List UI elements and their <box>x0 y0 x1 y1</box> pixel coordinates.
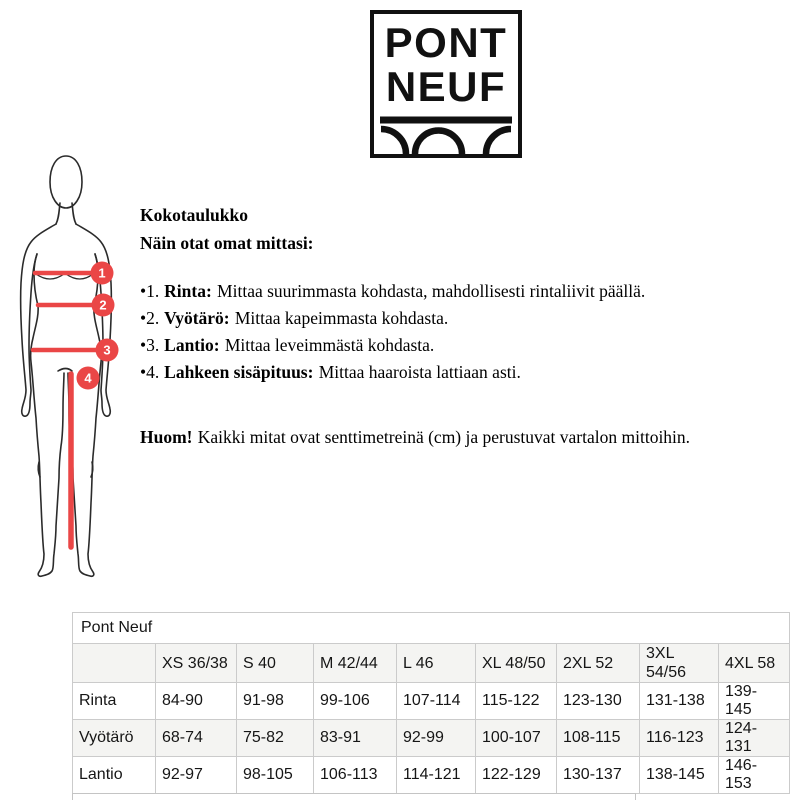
table-row <box>73 720 790 757</box>
note-line <box>140 424 785 451</box>
item-term: Rinta: <box>164 281 212 301</box>
logo-wordmark-line1: PONT <box>384 19 508 66</box>
cell-value: 146-153 <box>719 757 790 794</box>
figure-svg <box>8 148 128 588</box>
cell-value: 107-114 <box>397 683 476 720</box>
cell-value: 98-105 <box>237 757 314 794</box>
svg-text:1: 1 <box>98 265 106 281</box>
cell-value: 123-130 <box>557 683 640 720</box>
cell-value: 83-91 <box>314 720 397 757</box>
cell-value: 92-99 <box>397 720 476 757</box>
cell-value: 99-106 <box>314 683 397 720</box>
row-label: Vyötärö <box>73 720 156 757</box>
table-header-row <box>73 644 790 683</box>
body-measurement-figure <box>8 148 128 588</box>
note-desc: Kaikki mitat ovat senttimetreinä (cm) ja perustuvat vartalon mittoihin. <box>197 427 691 447</box>
note-term: Huom! <box>140 427 193 447</box>
cell-value: 91-98 <box>237 683 314 720</box>
section-title: Kokotaulukko <box>140 205 248 225</box>
column-header: L 46 <box>397 644 476 683</box>
column-header: 3XL 54/56 <box>640 644 719 683</box>
list-item <box>140 305 785 332</box>
list-item <box>140 278 785 305</box>
item-term: Vyötärö: <box>164 308 230 328</box>
row-label: Rinta <box>73 683 156 720</box>
item-desc: Mittaa haaroista lattiaan asti. <box>318 362 521 382</box>
list-item <box>140 359 785 386</box>
size-table <box>72 612 790 794</box>
item-term: Lantio: <box>164 335 220 355</box>
item-marker: •3. <box>140 335 160 355</box>
item-desc: Mittaa kapeimmasta kohdasta. <box>234 308 449 328</box>
item-desc: Mittaa leveimmästä kohdasta. <box>224 335 435 355</box>
cell-value: 100-107 <box>476 720 557 757</box>
cell-value: 114-121 <box>397 757 476 794</box>
column-header: S 40 <box>237 644 314 683</box>
brand-logo <box>370 10 522 158</box>
measurement-marker-2 <box>92 294 115 317</box>
column-header: 4XL 58 <box>719 644 790 683</box>
svg-text:3: 3 <box>103 342 111 358</box>
cell-value: 124-131 <box>719 720 790 757</box>
bridge-arches-icon <box>379 116 513 154</box>
partial-table-below <box>72 793 636 800</box>
cell-value: 68-74 <box>156 720 237 757</box>
svg-text:4: 4 <box>84 370 92 386</box>
measurement-marker-1 <box>91 262 114 285</box>
body-outline <box>21 156 112 576</box>
item-marker: •4. <box>140 362 160 382</box>
item-marker: •1. <box>140 281 160 301</box>
table-title-row <box>73 613 790 644</box>
column-header: XL 48/50 <box>476 644 557 683</box>
table-row <box>73 757 790 794</box>
item-term: Lahkeen sisäpituus: <box>164 362 314 382</box>
table-title: Pont Neuf <box>73 613 790 644</box>
cell-value: 116-123 <box>640 720 719 757</box>
cell-value: 84-90 <box>156 683 237 720</box>
cell-value: 139-145 <box>719 683 790 720</box>
cell-value: 131-138 <box>640 683 719 720</box>
cell-value: 130-137 <box>557 757 640 794</box>
table-row <box>73 683 790 720</box>
cell-value: 106-113 <box>314 757 397 794</box>
logo-wordmark-line2: NEUF <box>385 63 507 110</box>
column-header: XS 36/38 <box>156 644 237 683</box>
list-item <box>140 332 785 359</box>
column-header: M 42/44 <box>314 644 397 683</box>
column-header: 2XL 52 <box>557 644 640 683</box>
cell-value: 75-82 <box>237 720 314 757</box>
svg-text:2: 2 <box>99 297 107 313</box>
instructions-section <box>140 201 785 451</box>
item-desc: Mittaa suurimmasta kohdasta, mahdollisesti rintaliivit päällä. <box>217 281 646 301</box>
measurement-marker-4 <box>77 367 100 390</box>
cell-value: 138-145 <box>640 757 719 794</box>
cell-value: 92-97 <box>156 757 237 794</box>
row-label: Lantio <box>73 757 156 794</box>
cell-value: 115-122 <box>476 683 557 720</box>
measurement-markers <box>77 262 119 390</box>
section-subtitle: Näin otat omat mittasi: <box>140 233 314 253</box>
item-marker: •2. <box>140 308 160 328</box>
measurement-marker-3 <box>96 339 119 362</box>
column-header <box>73 644 156 683</box>
cell-value: 122-129 <box>476 757 557 794</box>
cell-value: 108-115 <box>557 720 640 757</box>
measurement-list <box>140 278 785 386</box>
